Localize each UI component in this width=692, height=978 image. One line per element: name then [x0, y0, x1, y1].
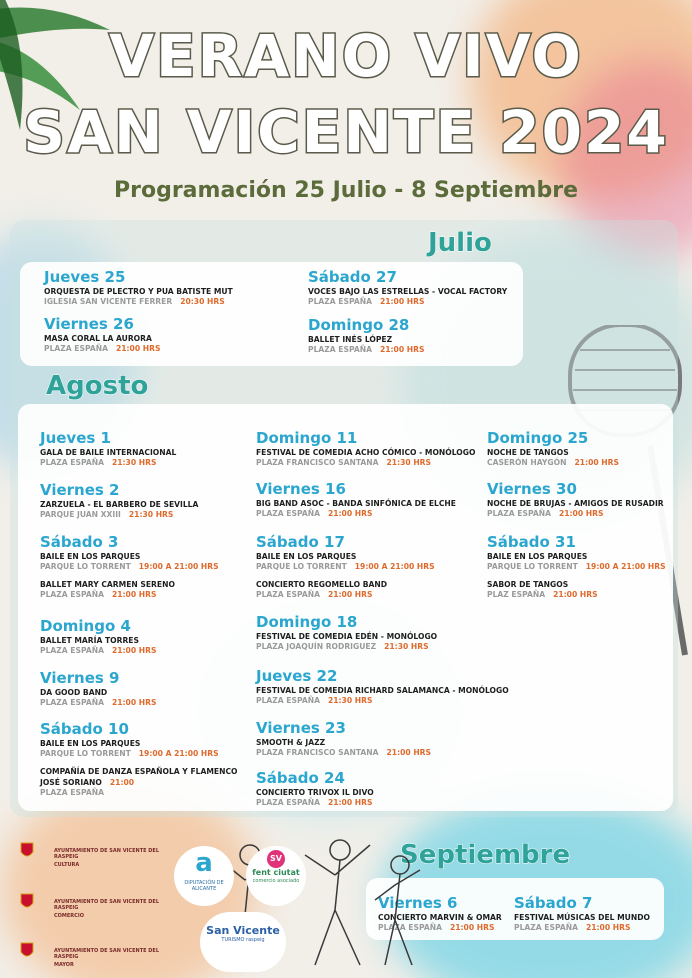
turismo-title: San Vicente	[206, 924, 280, 937]
event-day: Sábado 3	[40, 533, 119, 551]
ayuntamiento-cultura-logo	[14, 842, 164, 868]
event-day: Jueves 22	[256, 667, 338, 685]
event-agosto-30	[487, 480, 664, 519]
logo-subtext: MAYOR	[54, 962, 74, 968]
event-day: Sábado 24	[256, 769, 345, 787]
event-title: BALLET MARÍA TORRES	[40, 636, 139, 645]
event-title: SMOOTH & JAZZ	[256, 738, 326, 747]
event-place: PARQUE LO TORRENT	[40, 562, 131, 571]
event-place: PLAZA ESPAÑA	[40, 458, 104, 467]
logo-text: AYUNTAMIENTO DE SAN VICENTE DEL RASPEIG	[54, 899, 160, 911]
event-place: PLAZA ESPAÑA	[256, 798, 320, 807]
title-line-2: SAN VICENTE 2024	[23, 98, 669, 166]
diputacion-alicante-logo	[174, 846, 234, 906]
event-time: 20:30 HRS	[180, 297, 225, 306]
event-time-2: 21:00 HRS	[111, 590, 157, 599]
event-agosto-10	[40, 720, 237, 798]
event-place: PARQUE LO TORRENT	[487, 562, 578, 571]
event-time: 21:00 HRS	[558, 509, 604, 518]
event-title: ORQUESTA DE PLECTRO Y PUA BATISTE MUT	[44, 287, 233, 296]
event-day: Sábado 31	[487, 533, 576, 551]
event-day: Sábado 10	[40, 720, 129, 738]
event-time: 21:00 HRS	[585, 923, 631, 932]
event-time: 21:30 HRS	[111, 458, 157, 467]
event-julio-28	[308, 316, 424, 355]
event-place: PLAZA ESPAÑA	[308, 297, 372, 306]
ayuntamiento-comercio-logo	[14, 893, 164, 919]
event-place: PARQUE LO TORRENT	[40, 749, 131, 758]
event-place: PLAZA FRANCISCO SANTANA	[256, 748, 379, 757]
event-time: 19:00 A 21:00 HRS	[585, 562, 666, 571]
fent-ciutat-logo	[246, 846, 306, 906]
logo-subtext: COMERCIO	[54, 913, 84, 919]
event-place: PLAZA ESPAÑA	[514, 923, 578, 932]
title-line-1: VERANO VIVO	[109, 22, 583, 90]
event-day: Sábado 7	[514, 894, 593, 912]
event-julio-25	[44, 268, 233, 307]
san-vicente-turismo-logo	[200, 912, 286, 972]
event-agosto-24	[256, 769, 374, 808]
event-day: Domingo 25	[487, 429, 589, 447]
event-place: PLAZA ESPAÑA	[487, 509, 551, 518]
event-title: NOCHE DE TANGOS	[487, 448, 569, 457]
event-day: Viernes 9	[40, 669, 120, 687]
event-agosto-18	[256, 613, 437, 652]
event-title: FESTIVAL MÚSICAS DEL MUNDO	[514, 913, 650, 922]
section-julio: Julio	[428, 228, 492, 258]
event-agosto-9	[40, 669, 156, 708]
event-title: CONCIERTO TRIVOX IL DIVO	[256, 788, 374, 797]
event-place: PLAZA ESPAÑA	[256, 696, 320, 705]
event-title: ZARZUELA - EL BARBERO DE SEVILLA	[40, 500, 199, 509]
event-time-3: 21:00	[109, 778, 135, 787]
event-place: PLAZA ESPAÑA	[40, 698, 104, 707]
event-title: FESTIVAL DE COMEDIA EDÉN - MONÓLOGO	[256, 632, 438, 641]
event-time: 21:00 HRS	[327, 798, 373, 807]
event-agosto-17	[256, 533, 435, 600]
event-place: PLAZA ESPAÑA	[378, 923, 442, 932]
event-day: Domingo 11	[256, 429, 358, 447]
event-place: PLAZA ESPAÑA	[256, 509, 320, 518]
event-day: Domingo 18	[256, 613, 358, 631]
event-place: PLAZA JOAQUÍN RODRIGUEZ	[256, 642, 377, 651]
event-place-2: PLAZ ESPAÑA	[487, 590, 546, 599]
event-agosto-4	[40, 617, 156, 656]
event-agosto-23	[256, 719, 431, 758]
event-day: Viernes 26	[44, 315, 134, 333]
event-agosto-1	[40, 429, 176, 468]
event-day: Jueves 1	[40, 429, 111, 447]
logo-text: AYUNTAMIENTO DE SAN VICENTE DEL RASPEIG	[54, 948, 160, 960]
event-title: FESTIVAL DE COMEDIA ACHO CÓMICO - MONÓLOGO	[256, 448, 476, 457]
event-title: GALA DE BAILE INTERNACIONAL	[40, 448, 177, 457]
event-julio-26	[44, 315, 160, 354]
coat-of-arms-icon	[20, 842, 34, 860]
turismo-subtext: TURISMO raspeig	[221, 937, 265, 943]
event-place-2: PLAZA ESPAÑA	[256, 590, 320, 599]
section-septiembre: Septiembre	[400, 840, 571, 870]
event-place: CASERÓN HAYGÓN	[487, 458, 567, 467]
event-title: CONCIERTO MARVIN & OMAR	[378, 913, 502, 922]
event-agosto-31	[487, 533, 666, 600]
event-day: Domingo 28	[308, 316, 410, 334]
event-time: 21:00 HRS	[449, 923, 495, 932]
diputacion-a-icon: a	[195, 848, 213, 878]
event-place: PLAZA ESPAÑA	[40, 646, 104, 655]
event-agosto-16	[256, 480, 456, 519]
event-agosto-22	[256, 667, 509, 706]
event-title: BAILE EN LOS PARQUES	[40, 552, 141, 561]
event-title-2: CONCIERTO REGOMELLO BAND	[256, 580, 388, 589]
event-agosto-3	[40, 533, 219, 600]
event-place: PARQUE JUAN XXIII	[40, 510, 121, 519]
event-place-2: PLAZA ESPAÑA	[40, 590, 104, 599]
event-time: 21:00 HRS	[115, 344, 161, 353]
event-time-2: 21:00 HRS	[553, 590, 598, 599]
event-title: VOCES BAJO LAS ESTRELLAS - VOCAL FACTORY	[308, 287, 508, 296]
event-agosto-11	[256, 429, 475, 468]
event-day: Viernes 16	[256, 480, 346, 498]
event-agosto-2	[40, 481, 198, 520]
event-time: 21:00 HRS	[111, 698, 157, 707]
event-time: 19:00 A 21:00 HRS	[354, 562, 435, 571]
event-julio-27	[308, 268, 507, 307]
event-septiembre-7	[514, 894, 650, 933]
event-time-2: 21:00 HRS	[327, 590, 373, 599]
event-title-3: JOSÉ SORIANO	[40, 778, 102, 787]
event-title: FESTIVAL DE COMEDIA RICHARD SALAMANCA - MONÓLOGO	[256, 686, 509, 695]
event-time: 21:00 HRS	[327, 509, 373, 518]
fent-ciutat-text: fent ciutat	[252, 868, 300, 877]
event-time: 21:30 HRS	[128, 510, 174, 519]
event-title: DA GOOD BAND	[40, 688, 108, 697]
event-title-2: COMPAÑÍA DE DANZA ESPAÑOLA Y FLAMENCO	[40, 767, 238, 776]
event-title: BAILE EN LOS PARQUES	[256, 552, 357, 561]
event-title: BAILE EN LOS PARQUES	[487, 552, 588, 561]
diputacion-text: DIPUTACIÓN DE ALICANTE	[184, 880, 224, 892]
event-title: BALLET INÉS LÓPEZ	[308, 335, 393, 344]
logo-subtext: CULTURA	[54, 862, 80, 868]
event-title: MASA CORAL LA AURORA	[44, 334, 152, 343]
event-day: Viernes 6	[378, 894, 458, 912]
event-time: 21:30 HRS	[384, 642, 429, 651]
event-time: 21:00 HRS	[574, 458, 619, 467]
fent-ciutat-badge: SV	[267, 850, 285, 868]
event-title: NOCHE DE BRUJAS - AMIGOS DE RUSADIR	[487, 499, 664, 508]
event-time: 21:00 HRS	[379, 297, 425, 306]
event-day: Sábado 27	[308, 268, 397, 286]
coat-of-arms-icon	[20, 942, 34, 960]
event-title-2: BALLET MARY CARMEN SERENO	[40, 580, 175, 589]
fent-ciutat-subtext: comercio asociado	[252, 878, 300, 884]
event-day: Viernes 2	[40, 481, 120, 499]
event-agosto-25	[487, 429, 619, 468]
event-title: BIG BAND ASOC - BANDA SINFÓNICA DE ELCHE	[256, 499, 456, 508]
event-time: 19:00 A 21:00 HRS	[138, 749, 219, 758]
event-day: Viernes 23	[256, 719, 346, 737]
event-place: PLAZA FRANCISCO SANTANA	[256, 458, 379, 467]
event-place: PARQUE LO TORRENT	[256, 562, 347, 571]
event-time: 21:30 HRS	[386, 458, 432, 467]
event-day: Jueves 25	[44, 268, 126, 286]
section-agosto: Agosto	[46, 371, 149, 401]
event-place: IGLESIA SAN VICENTE FERRER	[44, 297, 173, 306]
event-place: PLAZA ESPAÑA	[44, 344, 108, 353]
logo-text: AYUNTAMIENTO DE SAN VICENTE DEL RASPEIG	[54, 848, 160, 860]
subtitle: Programación 25 Julio - 8 Septiembre	[114, 178, 578, 203]
event-place-2: PLAZA ESPAÑA	[40, 788, 104, 797]
event-day: Viernes 30	[487, 480, 577, 498]
event-title-2: SABOR DE TANGOS	[487, 580, 569, 589]
event-time: 21:00 HRS	[386, 748, 432, 757]
event-day: Sábado 17	[256, 533, 345, 551]
event-time: 19:00 A 21:00 HRS	[138, 562, 219, 571]
event-title: BAILE EN LOS PARQUES	[40, 739, 141, 748]
event-day: Domingo 4	[40, 617, 131, 635]
ayuntamiento-mayor-logo	[14, 942, 164, 968]
event-time: 21:00 HRS	[111, 646, 157, 655]
event-time: 21:00 HRS	[379, 345, 425, 354]
event-place: PLAZA ESPAÑA	[308, 345, 372, 354]
coat-of-arms-icon	[20, 893, 34, 911]
event-time: 21:30 HRS	[327, 696, 373, 705]
